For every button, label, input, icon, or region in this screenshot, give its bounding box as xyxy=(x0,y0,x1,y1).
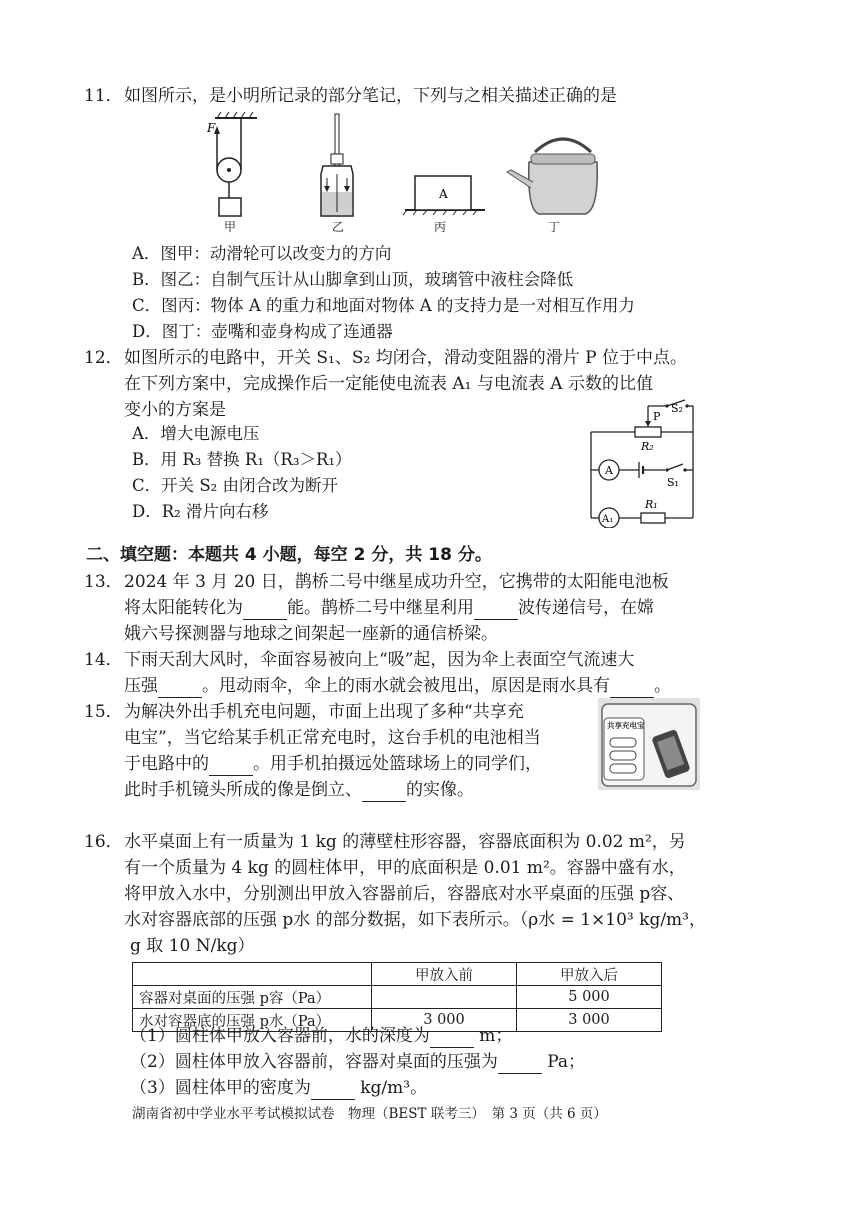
table-header-cell: 甲放入前 xyxy=(372,963,517,986)
section-2-heading: 二、填空题：本题共 4 小题，每空 2 分，共 18 分。 xyxy=(86,545,492,565)
q14-text-c: 。 xyxy=(654,676,671,696)
table-cell: 水对容器底的压强 p水（Pa） xyxy=(133,1009,372,1032)
table-row xyxy=(133,986,662,1009)
question-15-line2: 电宝”，当它给某手机正常充电时，这台手机的电池相当 xyxy=(124,728,541,748)
q12-option-d: D．R₂ 滑片向右移 xyxy=(132,502,269,521)
question-15-line1: 为解决外出手机充电问题，市面上出现了多种“共享充 xyxy=(124,702,524,722)
label-S2: S₂ xyxy=(671,402,683,415)
question-number-12: 12． xyxy=(84,348,123,368)
question-11-stem: 如图所示，是小明所记录的部分笔记，下列与之相关描述正确的是 xyxy=(124,86,617,106)
q16-subquestion-2 xyxy=(130,1050,585,1074)
table-cell: 3 000 xyxy=(372,1009,517,1032)
table-header-cell xyxy=(133,963,372,986)
question-13-line3: 娥六号探测器与地球之间架起一座新的通信桥梁。 xyxy=(124,624,498,644)
barometer-bottle-figure xyxy=(321,114,353,216)
q15-text-d: 的实像。 xyxy=(406,780,474,800)
q16-blank-2[interactable] xyxy=(498,1055,542,1074)
question-number-14: 14． xyxy=(84,650,123,670)
caption-yi: 乙 xyxy=(331,220,344,234)
question-16-line4: 水对容器底部的压强 p水 的部分数据，如下表所示。（ρ水 = 1×10³ kg/m³， xyxy=(124,910,706,930)
question-13-line1: 2024 年 3 月 20 日，鹊桥二号中继星成功升空，它携带的太阳能电池板 xyxy=(124,572,669,592)
q13-blank-1[interactable] xyxy=(243,601,287,620)
q15-blank-1[interactable] xyxy=(209,757,253,776)
question-number-13: 13． xyxy=(84,572,123,592)
q15-blank-2[interactable] xyxy=(362,783,406,802)
q13-text-c: 波传递信号，在嫦 xyxy=(518,598,654,618)
q16-blank-1[interactable] xyxy=(430,1029,474,1048)
label-R1: R₁ xyxy=(645,498,658,511)
q16-blank-3[interactable] xyxy=(311,1081,355,1100)
question-16-line3: 将甲放入水中，分别测出甲放入容器前后，容器底对水平桌面的压强 p容、 xyxy=(124,884,685,904)
q14-text-b: 。甩动雨伞，伞上的雨水就会被甩出，原因是雨水具有 xyxy=(202,676,610,696)
question-number-15: 15． xyxy=(84,702,123,722)
q11-option-c: C．图丙：物体 A 的重力和地面对物体 A 的支持力是一对相互作用力 xyxy=(132,296,635,315)
q11-option-b: B．图乙：自制气压计从山脚拿到山顶，玻璃管中液柱会降低 xyxy=(132,270,574,289)
question-16-line5: g 取 10 N/kg） xyxy=(130,936,255,956)
q16-subquestion-3 xyxy=(130,1076,427,1100)
q16-sub2-text: （2）圆柱体甲放入容器前，容器对桌面的压强为 xyxy=(130,1052,498,1072)
table-header-cell: 甲放入后 xyxy=(517,963,662,986)
q16-sub1-text: （1）圆柱体甲放入容器前，水的深度为 xyxy=(130,1026,430,1046)
block-on-ground-figure xyxy=(403,176,485,215)
q14-blank-1[interactable] xyxy=(158,679,202,698)
circuit-diagram xyxy=(585,392,705,528)
question-15-line3 xyxy=(124,752,542,776)
q15-text-c: 此时手机镜头所成的像是倒立、 xyxy=(124,780,362,800)
label-P: P xyxy=(653,410,661,423)
kettle-figure xyxy=(507,139,597,214)
q14-text-a: 压强 xyxy=(124,676,158,696)
q14-blank-2[interactable] xyxy=(610,679,654,698)
question-12-stem-line2: 在下列方案中，完成操作后一定能使电流表 A₁ 与电流表 A 示数的比值 xyxy=(124,374,653,394)
table-cell: 容器对桌面的压强 p容（Pa） xyxy=(133,986,372,1009)
label-A: A xyxy=(605,464,613,477)
label-F: F xyxy=(207,121,216,135)
question-number-11: 11． xyxy=(84,86,123,106)
label-S1: S₁ xyxy=(667,476,679,489)
q12-option-a: A．增大电源电压 xyxy=(132,424,260,443)
pressure-data-table xyxy=(132,962,662,1032)
label-R2: R₂ xyxy=(641,440,654,453)
question-16-line1: 水平桌面上有一质量为 1 kg 的薄壁柱形容器，容器底面积为 0.02 m²，另 xyxy=(124,832,686,852)
question-13-line2 xyxy=(124,596,654,620)
q16-subquestion-1 xyxy=(130,1024,512,1048)
label-A: A xyxy=(439,187,448,201)
q13-blank-2[interactable] xyxy=(474,601,518,620)
caption-jia: 甲 xyxy=(223,220,236,234)
question-14-line1: 下雨天刮大风时，伞面容易被向上“吸”起，因为伞上表面空气流速大 xyxy=(124,650,635,670)
q12-option-b: B．用 R₃ 替换 R₁（R₃＞R₁） xyxy=(132,450,352,469)
q16-sub3-text: （3）圆柱体甲的密度为 xyxy=(130,1078,311,1098)
photo-label: 共享充电宝 xyxy=(607,721,645,730)
caption-bing: 丙 xyxy=(433,220,446,234)
q11-option-d: D．图丁：壶嘴和壶身构成了连通器 xyxy=(132,322,393,341)
question-14-line2 xyxy=(124,674,671,698)
table-cell: 3 000 xyxy=(517,1009,662,1032)
q13-text-a: 将太阳能转化为 xyxy=(124,598,243,618)
q16-sub3-unit: kg/m³。 xyxy=(360,1078,428,1098)
question-12-stem-line1: 如图所示的电路中，开关 S₁、S₂ 均闭合，滑动变阻器的滑片 P 位于中点。 xyxy=(124,348,687,368)
q16-sub1-unit: m； xyxy=(479,1026,513,1046)
q15-text-a: 于电路中的 xyxy=(124,754,209,774)
caption-ding: 丁 xyxy=(547,220,560,234)
question-12-stem-line3: 变小的方案是 xyxy=(124,400,226,420)
question-15-line4 xyxy=(124,778,474,802)
table-cell xyxy=(372,986,517,1009)
question-number-16: 16． xyxy=(84,832,123,852)
page-footer: 湖南省初中学业水平考试模拟试卷 物理（BEST 联考三） 第 3 页（共 6 页） xyxy=(132,1106,607,1122)
label-A1: A₁ xyxy=(602,514,614,525)
table-header-row xyxy=(133,963,662,986)
power-bank-photo xyxy=(598,698,700,790)
pulley-figure xyxy=(206,112,257,216)
q13-text-b: 能。鹊桥二号中继星利用 xyxy=(287,598,474,618)
question-16-line2: 有一个质量为 4 kg 的圆柱体甲，甲的底面积是 0.01 m²。容器中盛有水， xyxy=(124,858,686,878)
q16-sub2-unit: Pa； xyxy=(547,1052,586,1072)
q15-text-b: 。用手机拍摄远处篮球场上的同学们， xyxy=(253,754,542,774)
q12-option-c: C．开关 S₂ 由闭合改为断开 xyxy=(132,476,339,495)
q11-option-a: A．图甲：动滑轮可以改变力的方向 xyxy=(132,244,392,263)
table-cell: 5 000 xyxy=(517,986,662,1009)
